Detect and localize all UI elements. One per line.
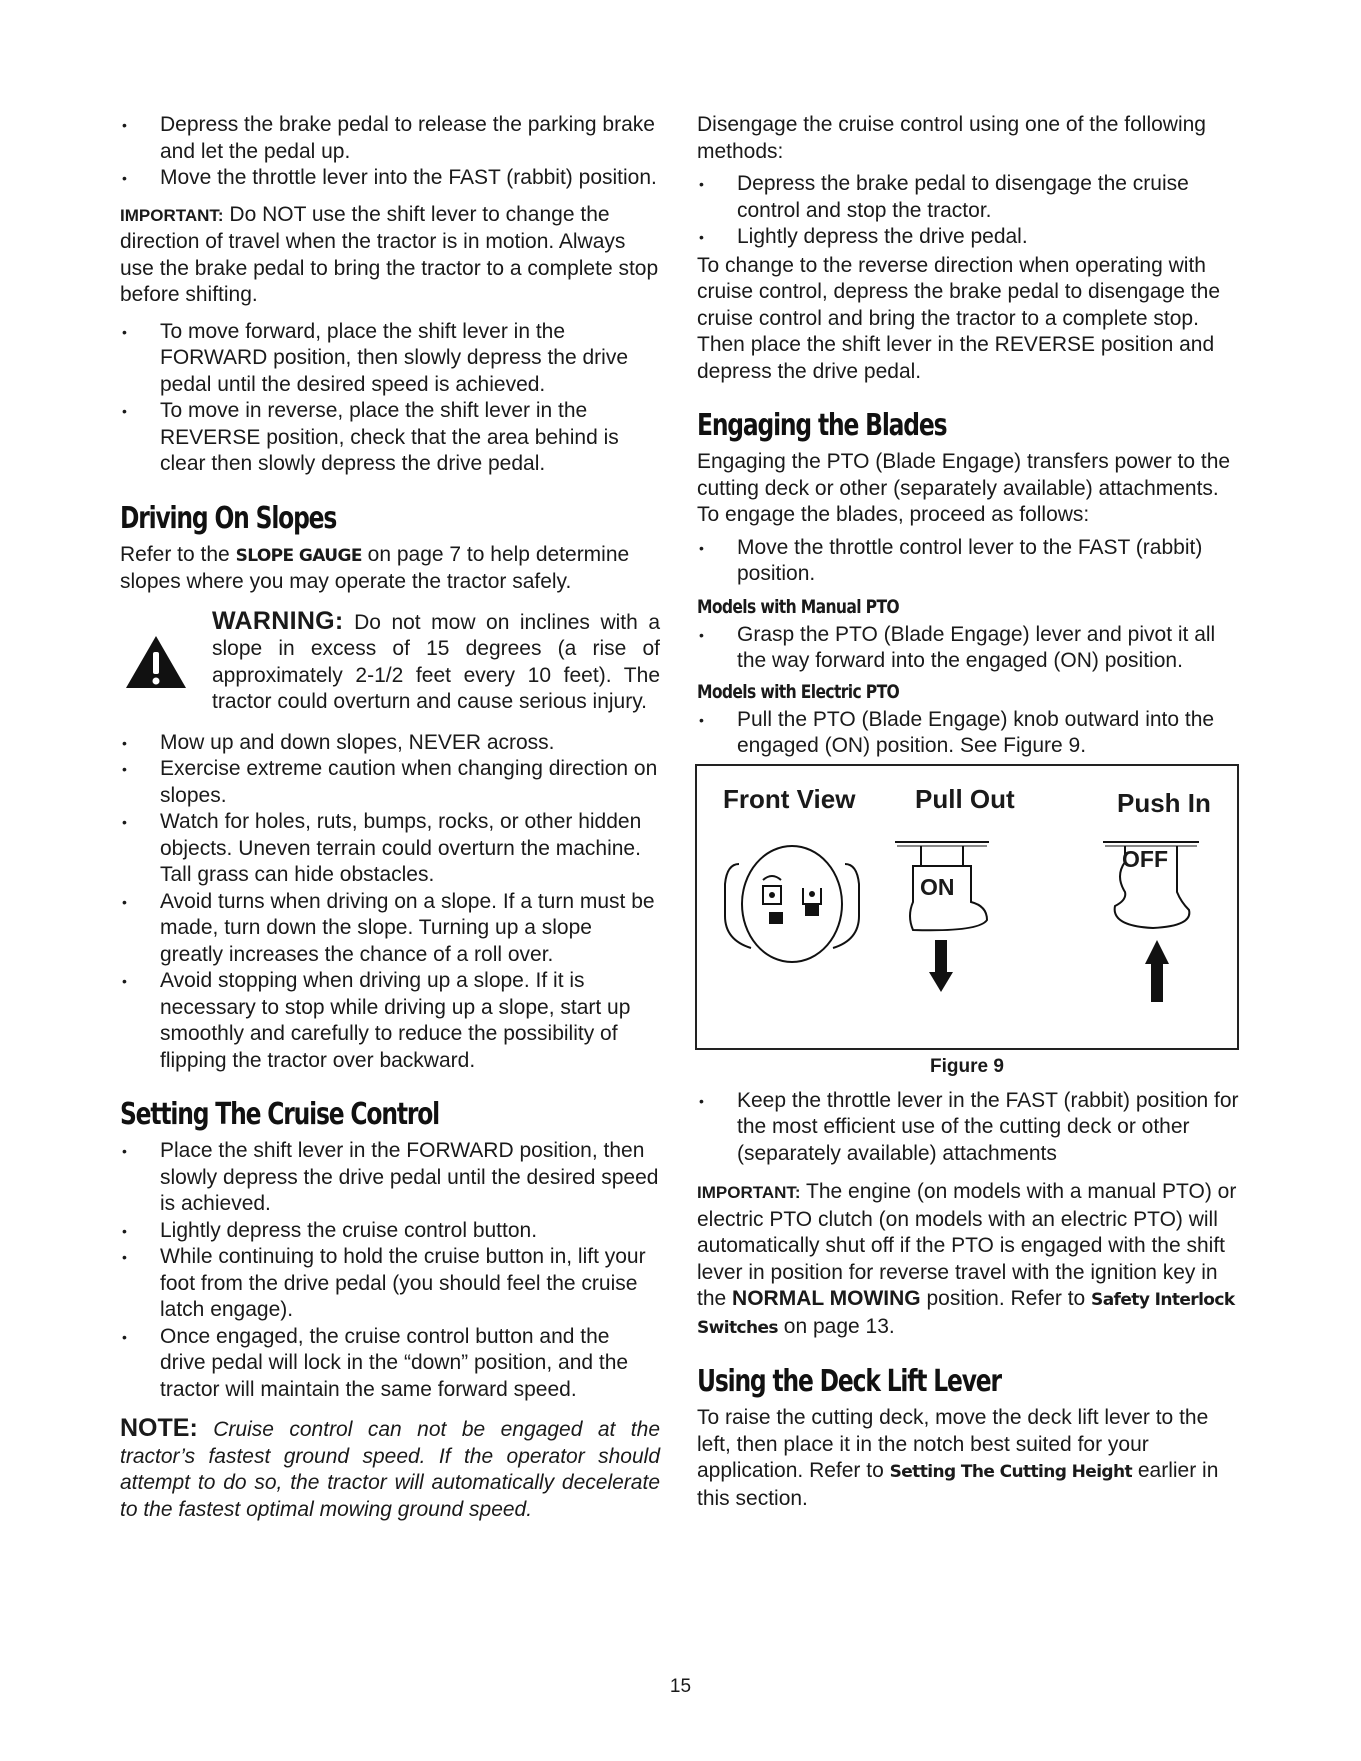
list-item: • Place the shift lever in the FORWARD position, then slowly depress the drive pedal until the desired speed is achieved. <box>120 1138 660 1218</box>
list-item: • Depress the brake pedal to release the parking brake and let the pedal up. <box>120 112 660 165</box>
list-item: • Move the throttle control lever to the FAST (rabbit) position. <box>697 535 1242 588</box>
slopes-intro-text-end: on page 7 to help determine slopes where you may operate the tractor safely. <box>120 542 630 593</box>
bullet-list-blades <box>697 535 1242 588</box>
pto-knob-front-view-icon <box>717 844 867 974</box>
important-label: IMPORTANT: <box>120 205 224 225</box>
normal-mowing-text: NORMAL MOWING <box>732 1287 921 1310</box>
list-item: • Avoid stopping when driving up a slope. If it is necessary to stop while driving up a slope, start up smoothly and carefully to reduce the possibility of flipping the tractor over backward. <box>120 968 660 1074</box>
blades-intro: Engaging the PTO (Blade Engage) transfers power to the cutting deck or other (separately available) attachments. To engage the blades, proceed as follows: <box>697 450 1231 526</box>
bullet-list-start <box>120 112 660 192</box>
note-paragraph <box>120 1415 660 1523</box>
left-column <box>120 112 660 1523</box>
deck-paragraph <box>697 1405 1242 1512</box>
heading-deck-lift-lever: Using the Deck Lift Lever <box>697 1364 1001 1399</box>
list-item: • Grasp the PTO (Blade Engage) lever and pivot it all the way forward into the engaged (ON) position. <box>697 622 1242 675</box>
warning-text <box>212 608 660 716</box>
warning-block <box>120 608 660 716</box>
important-text: Do NOT use the shift lever to change the direction of travel when the tractor is in motion. Always use the brake pedal to bring the tractor to a complete stop before shifting. <box>120 202 659 306</box>
deck-text: To raise the cutting deck, move the deck lift lever to the left, then place it in the notch best suited for your application. Refer to <box>697 1406 1209 1482</box>
slopes-intro-text: Refer to the <box>120 542 236 566</box>
push-in-label: Push In <box>1117 787 1211 818</box>
page-number: 15 <box>669 1676 692 1697</box>
bullet-list-manual-pto <box>697 622 1242 675</box>
heading-setting-cruise-control: Setting The Cruise Control <box>120 1097 439 1132</box>
important-text-2: position. Refer to <box>920 1287 1092 1310</box>
list-item: • Keep the throttle lever in the FAST (rabbit) position for the most efficient use of the cutting deck or other (separately available) attachments <box>697 1088 1242 1168</box>
bullet-list-slopes <box>120 730 660 1075</box>
important-label: IMPORTANT: <box>697 1183 801 1202</box>
reverse-paragraph: To change to the reverse direction when operating with cruise control, depress the brake pedal to disengage the cruise control and bring the tractor to a complete stop. Then place the shift lever in the REVERSE position and depress the drive pedal. <box>697 253 1221 383</box>
bullet-list-move <box>120 319 660 478</box>
list-item: • Watch for holes, ruts, bumps, rocks, or other hidden objects. Uneven terrain could overturn the machine. Tall grass can hide obstacles. <box>120 809 660 889</box>
note-label: NOTE: <box>120 1414 198 1442</box>
off-label: OFF <box>1122 845 1168 872</box>
warning-body: Do not mow on inclines with a slope in excess of 15 degrees (a rise of approximately 2-1/2 feet every 10 feet). The tractor could overturn and cause serious injury. <box>212 610 660 713</box>
heading-driving-on-slopes: Driving On Slopes <box>120 500 337 536</box>
on-label: ON <box>920 873 955 900</box>
note-block <box>120 1415 660 1523</box>
slope-gauge-ref: SLOPE GAUGE <box>235 545 362 566</box>
pull-out-label: Pull Out <box>915 783 1015 814</box>
front-view-label: Front View <box>723 783 856 814</box>
bullet-list-cruise <box>120 1138 660 1403</box>
figure-9 <box>695 764 1239 1050</box>
list-item: • Lightly depress the cruise control button. <box>120 1218 660 1245</box>
important-paragraph-pto <box>697 1179 1242 1341</box>
bullet-list-electric-pto <box>697 707 1242 760</box>
list-item: • Move the throttle lever into the FAST (rabbit) position. <box>120 165 660 192</box>
list-item: • To move forward, place the shift lever in the FORWARD position, then slowly depress the drive pedal until the desired speed is achieved. <box>120 319 660 399</box>
warning-label: WARNING: <box>212 606 344 635</box>
heading-electric-pto: Models with Electric PTO <box>697 680 900 703</box>
pto-knob-pulled-out-icon <box>887 836 997 1006</box>
important-paragraph <box>120 202 660 309</box>
heading-engaging-the-blades: Engaging the Blades <box>697 408 947 443</box>
list-item: • Depress the brake pedal to disengage the cruise control and stop the tractor. <box>697 171 1242 224</box>
list-item: • While continuing to hold the cruise button in, lift your foot from the drive pedal (you should feel the cruise latch engage). <box>120 1244 660 1324</box>
safety-interlock-ref: Safety Interlock Switches <box>697 1290 1235 1338</box>
list-item: • Mow up and down slopes, NEVER across. <box>120 730 660 757</box>
list-item: • Avoid turns when driving on a slope. If a turn must be made, turn down the slope. Turning up a slope greatly increases the chance of a roll over. <box>120 889 660 969</box>
figure-caption: Figure 9 <box>930 1055 1004 1077</box>
note-text: Cruise control can not be engaged at the tractor’s fastest ground speed. If the operator should attempt to do so, the tractor will automatically decelerate to the fastest optimal mowing ground speed. <box>120 1418 660 1521</box>
list-item: • Once engaged, the cruise control button and the drive pedal will lock in the “down” position, and the tractor will maintain the same forward speed. <box>120 1324 660 1404</box>
bullet-list-after-figure <box>697 1088 1242 1168</box>
bullet-list-disengage <box>697 171 1242 251</box>
right-column <box>697 112 1242 1512</box>
important-text-3: on page 13. <box>777 1314 895 1338</box>
important-text: The engine (on models with a manual PTO) or electric PTO clutch (on models with an electric PTO) will automatically shut off if the PTO is engaged with the shift lever in position for reverse travel with the ignition key in the <box>697 1180 1237 1310</box>
deck-text-end: earlier in this section. <box>697 1459 1219 1510</box>
cutting-height-ref: Setting The Cutting Height <box>889 1462 1133 1482</box>
list-item: • Lightly depress the drive pedal. <box>697 224 1242 251</box>
list-item: • Exercise extreme caution when changing direction on slopes. <box>120 756 660 809</box>
list-item: • To move in reverse, place the shift lever in the REVERSE position, check that the area behind is clear then slowly depress the drive pedal. <box>120 398 660 478</box>
slopes-intro <box>120 542 660 596</box>
list-item: • Pull the PTO (Blade Engage) knob outward into the engaged (ON) position. See Figure 9. <box>697 707 1242 760</box>
disengage-intro: Disengage the cruise control using one of the following methods: <box>697 113 1206 163</box>
heading-manual-pto: Models with Manual PTO <box>697 595 900 618</box>
warning-triangle-icon <box>124 634 188 690</box>
